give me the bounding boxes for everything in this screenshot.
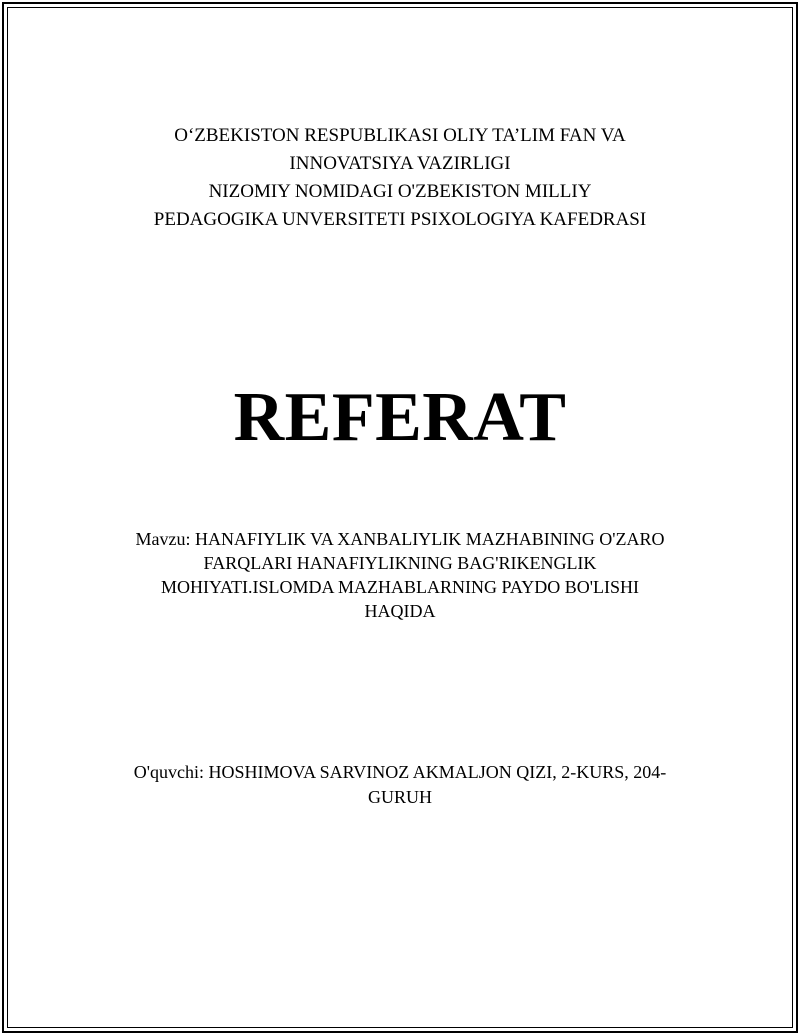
header-line: PEDAGOGIKA UNVERSITETI PSIXOLOGIYA KAFEDRASI (153, 209, 647, 230)
topic-line: HAQIDA (364, 601, 436, 621)
topic-line: MOHIYATI.ISLOMDA MAZHABLARNING PAYDO BO'LISHI (161, 577, 639, 597)
student-line: O'quvchi: HOSHIMOVA SARVINOZ AKMALJON QIZI, 2-KURS, 204- (133, 762, 667, 782)
topic-line: Mavzu: HANAFIYLIK VA XANBALIYLIK MAZHABINING O'ZARO (135, 529, 665, 549)
header-line: NIZOMIY NOMIDAGI O'ZBEKISTON MILLIY (208, 181, 592, 202)
topic-line: FARQLARI HANAFIYLIKNING BAG'RIKENGLIK (203, 553, 597, 573)
topic-section (0, 527, 800, 623)
header-line: O‘ZBEKISTON RESPUBLIKASI OLIY TA’LIM FAN VA (174, 125, 626, 146)
institution-header (0, 122, 800, 234)
header-line: INNOVATSIYA VAZIRLIGI (289, 153, 511, 174)
document-title: REFERAT (233, 379, 567, 456)
student-line: GURUH (367, 787, 432, 807)
student-section (0, 760, 800, 810)
